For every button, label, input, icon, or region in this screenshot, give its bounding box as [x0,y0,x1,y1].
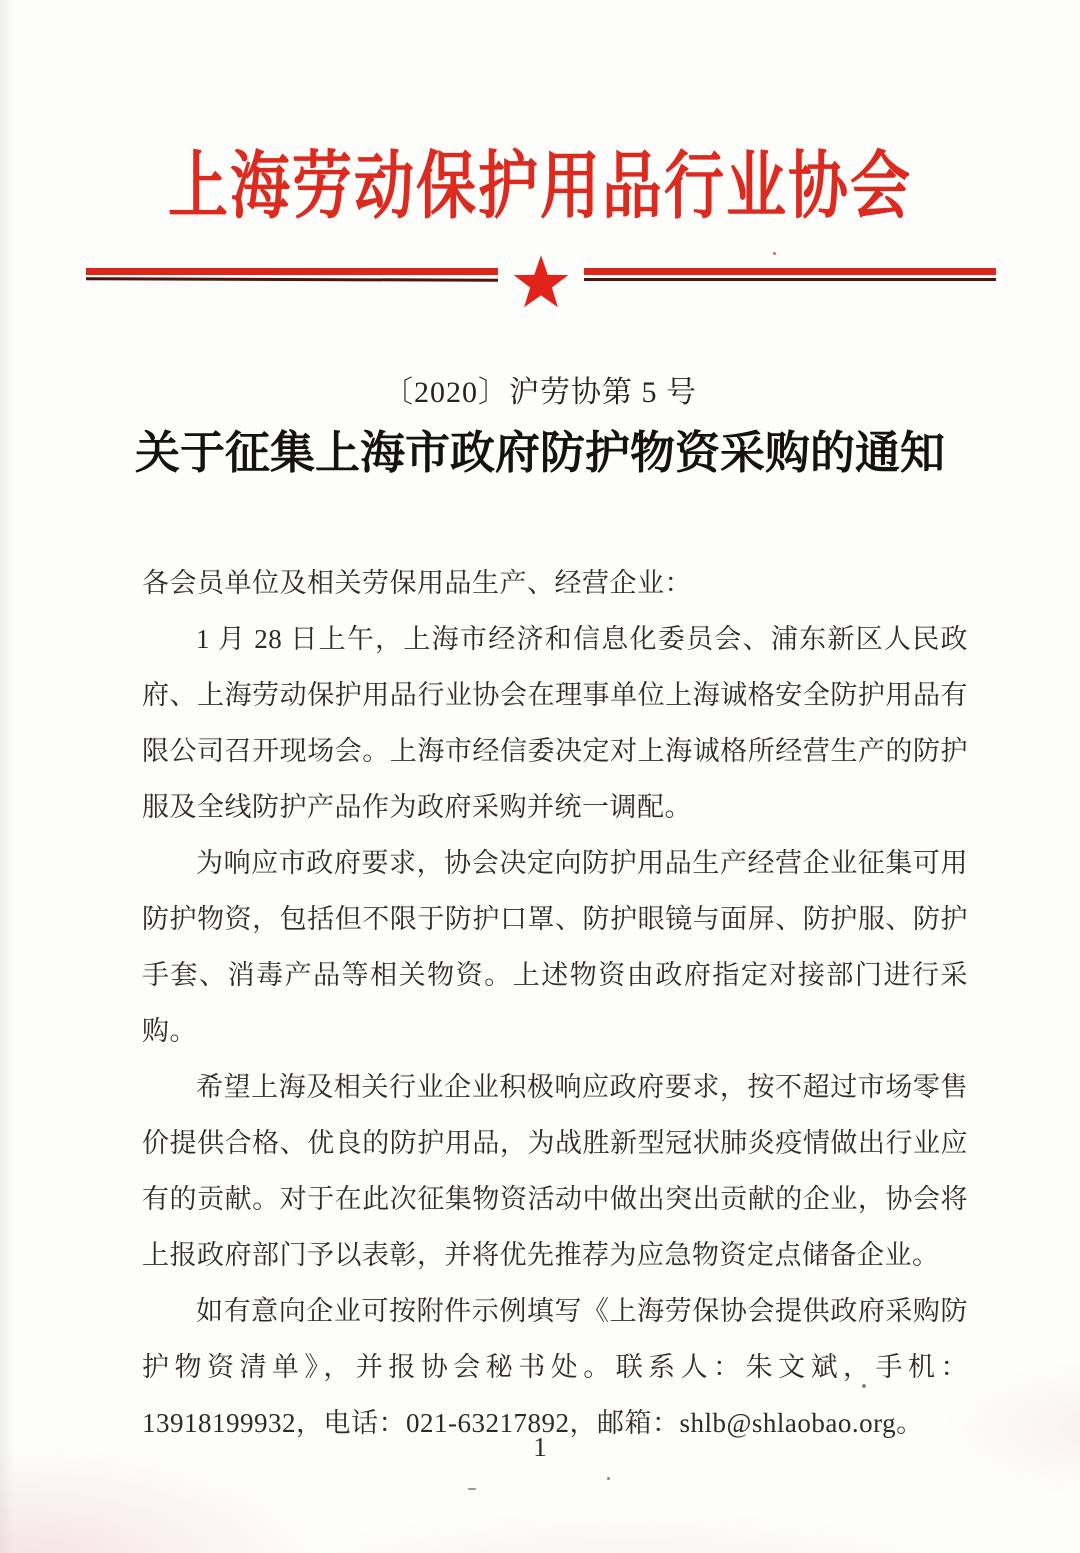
paragraph-2: 为响应市政府要求，协会决定向防护用品生产经营企业征集可用防护物资，包括但不限于防护口罩、防护眼镜与面屏、防护服、防护手套、消毒产品等相关物资。上述物资由政府指定对接部门进行采购。 [142,848,968,1046]
scan-speck [468,1488,476,1490]
document-title: 关于征集上海市政府防护物资采购的通知 [134,428,945,478]
salutation-line: 各会员单位及相关劳保用品生产、经营企业： [142,568,692,598]
divider-rule-left [86,268,498,281]
scan-speck [773,252,776,255]
page-number: 1 [533,1432,547,1462]
scan-speck [862,1384,866,1388]
divider-rule-thin [86,277,498,281]
divider-rule-right [584,268,996,281]
document-body [0,555,1080,1451]
star-icon [511,252,571,316]
document-number: 〔2020〕沪劳协第 5 号 [383,376,697,409]
divider-rule-thick [584,268,996,275]
divider-rule-thin [584,278,996,281]
letterhead [0,0,1080,320]
letterhead-divider [86,256,996,320]
paragraph-4-contact: 如有意向企业可按附件示例填写《上海劳保协会提供政府采购防护物资清单》，并报协会秘书处。联系人：朱文斌，手机：13918199932，电话：021-63217892，邮箱：shlb@shlaobao.org。 [142,1296,968,1438]
paragraph-1: 1 月 28 日上午，上海市经济和信息化委员会、浦东新区人民政府、上海劳动保护用品行业协会在理事单位上海诚格安全防护用品有限公司召开现场会。上海市经信委决定对上海诚格所经营生产的防护服及全线防护产品作为政府采购并统一调配。 [142,624,968,822]
organization-title: 上海劳动保护用品行业协会 [168,146,912,227]
paragraph-3: 希望上海及相关行业企业积极响应政府要求，按不超过市场零售价提供合格、优良的防护用品，为战胜新型冠状肺炎疫情做出行业应有的贡献。对于在此次征集物资活动中做出突出贡献的企业，协会将上报政府部门予以表彰，并将优先推荐为应急物资定点储备企业。 [142,1072,968,1270]
divider-rule-thick [86,268,498,275]
scan-speck [607,1477,610,1480]
